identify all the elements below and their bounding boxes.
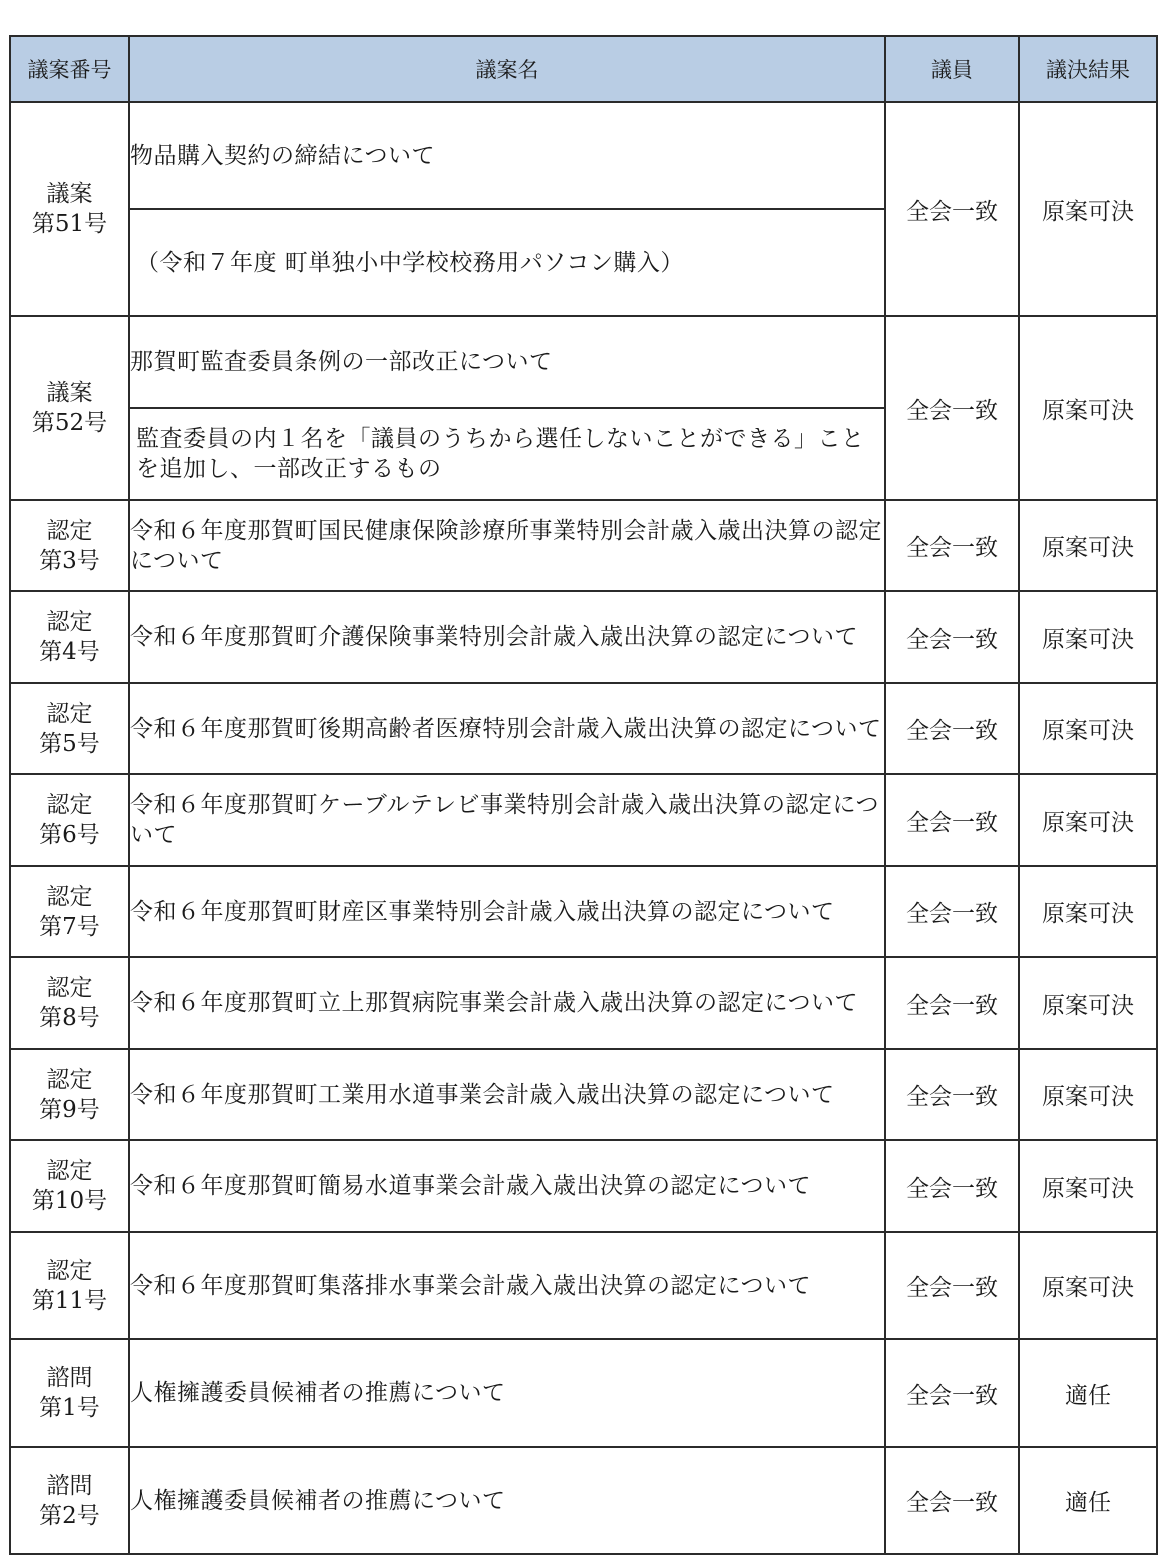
- bill-name: 令和６年度那賀町集落排水事業会計歳入歳出決算の認定について: [129, 1232, 885, 1339]
- result-cell: 原案可決: [1019, 316, 1157, 500]
- table-row: [10, 591, 1157, 683]
- bill-name: 令和６年度那賀町財産区事業特別会計歳入歳出決算の認定について: [129, 866, 885, 957]
- table-row: [10, 957, 1157, 1049]
- bill-number: 認定 第4号: [10, 591, 129, 683]
- bill-number: 認定 第7号: [10, 866, 129, 957]
- table-row: [10, 102, 1157, 209]
- bill-number: 議案 第51号: [10, 102, 129, 316]
- table-row: [10, 774, 1157, 866]
- header-result: 議決結果: [1019, 36, 1157, 102]
- bill-number: 認定 第10号: [10, 1140, 129, 1232]
- header-number: 議案番号: [10, 36, 129, 102]
- bill-number: 認定 第5号: [10, 683, 129, 774]
- result-cell: 原案可決: [1019, 774, 1157, 866]
- vote-cell: 全会一致: [885, 1049, 1019, 1140]
- result-cell: 原案可決: [1019, 500, 1157, 591]
- table-row: [10, 683, 1157, 774]
- table-row: [10, 1049, 1157, 1140]
- result-cell: 原案可決: [1019, 957, 1157, 1049]
- vote-cell: 全会一致: [885, 957, 1019, 1049]
- bill-name: 人権擁護委員候補者の推薦について: [129, 1447, 885, 1554]
- bill-name: 令和６年度那賀町国民健康保険診療所事業特別会計歳入歳出決算の認定について: [129, 500, 885, 591]
- bill-name: 令和６年度那賀町工業用水道事業会計歳入歳出決算の認定について: [129, 1049, 885, 1140]
- bill-name: 令和６年度那賀町後期高齢者医療特別会計歳入歳出決算の認定について: [129, 683, 885, 774]
- vote-cell: 全会一致: [885, 866, 1019, 957]
- bill-name: 物品購入契約の締結について: [129, 102, 885, 209]
- bill-detail: （令和７年度 町単独小中学校校務用パソコン購入）: [129, 209, 885, 316]
- vote-cell: 全会一致: [885, 774, 1019, 866]
- bill-name: 令和６年度那賀町介護保険事業特別会計歳入歳出決算の認定について: [129, 591, 885, 683]
- vote-cell: 全会一致: [885, 591, 1019, 683]
- table-row: [10, 1232, 1157, 1339]
- bill-name: 令和６年度那賀町簡易水道事業会計歳入歳出決算の認定について: [129, 1140, 885, 1232]
- table-row: [10, 866, 1157, 957]
- bill-number: 認定 第8号: [10, 957, 129, 1049]
- header-members: 議員: [885, 36, 1019, 102]
- result-cell: 原案可決: [1019, 683, 1157, 774]
- bill-name: 令和６年度那賀町ケーブルテレビ事業特別会計歳入歳出決算の認定について: [129, 774, 885, 866]
- vote-cell: 全会一致: [885, 683, 1019, 774]
- result-cell: 適任: [1019, 1447, 1157, 1554]
- header-name: 議案名: [129, 36, 885, 102]
- bill-detail: 監査委員の内１名を「議員のうちから選任しないことができる」ことを追加し、一部改正するもの: [129, 408, 885, 500]
- vote-cell: 全会一致: [885, 1232, 1019, 1339]
- header-row: [10, 36, 1157, 102]
- vote-cell: 全会一致: [885, 102, 1019, 316]
- table-row: [10, 1447, 1157, 1554]
- result-cell: 原案可決: [1019, 1232, 1157, 1339]
- bill-number: 認定 第9号: [10, 1049, 129, 1140]
- vote-cell: 全会一致: [885, 1447, 1019, 1554]
- bill-name: 人権擁護委員候補者の推薦について: [129, 1339, 885, 1447]
- result-cell: 原案可決: [1019, 1049, 1157, 1140]
- result-cell: 原案可決: [1019, 102, 1157, 316]
- result-cell: 適任: [1019, 1339, 1157, 1447]
- vote-cell: 全会一致: [885, 1140, 1019, 1232]
- vote-cell: 全会一致: [885, 500, 1019, 591]
- table-row: [10, 1140, 1157, 1232]
- bill-number: 諮問 第1号: [10, 1339, 129, 1447]
- table-row: [10, 1339, 1157, 1447]
- bill-number: 議案 第52号: [10, 316, 129, 500]
- vote-cell: 全会一致: [885, 316, 1019, 500]
- bill-number: 認定 第3号: [10, 500, 129, 591]
- result-cell: 原案可決: [1019, 866, 1157, 957]
- table-row: [10, 316, 1157, 408]
- bill-number: 諮問 第2号: [10, 1447, 129, 1554]
- bill-number: 認定 第11号: [10, 1232, 129, 1339]
- bill-name: 那賀町監査委員条例の一部改正について: [129, 316, 885, 408]
- bill-name: 令和６年度那賀町立上那賀病院事業会計歳入歳出決算の認定について: [129, 957, 885, 1049]
- result-cell: 原案可決: [1019, 1140, 1157, 1232]
- table-row: [10, 500, 1157, 591]
- vote-cell: 全会一致: [885, 1339, 1019, 1447]
- bill-number: 認定 第6号: [10, 774, 129, 866]
- agenda-table: [9, 35, 1158, 1555]
- result-cell: 原案可決: [1019, 591, 1157, 683]
